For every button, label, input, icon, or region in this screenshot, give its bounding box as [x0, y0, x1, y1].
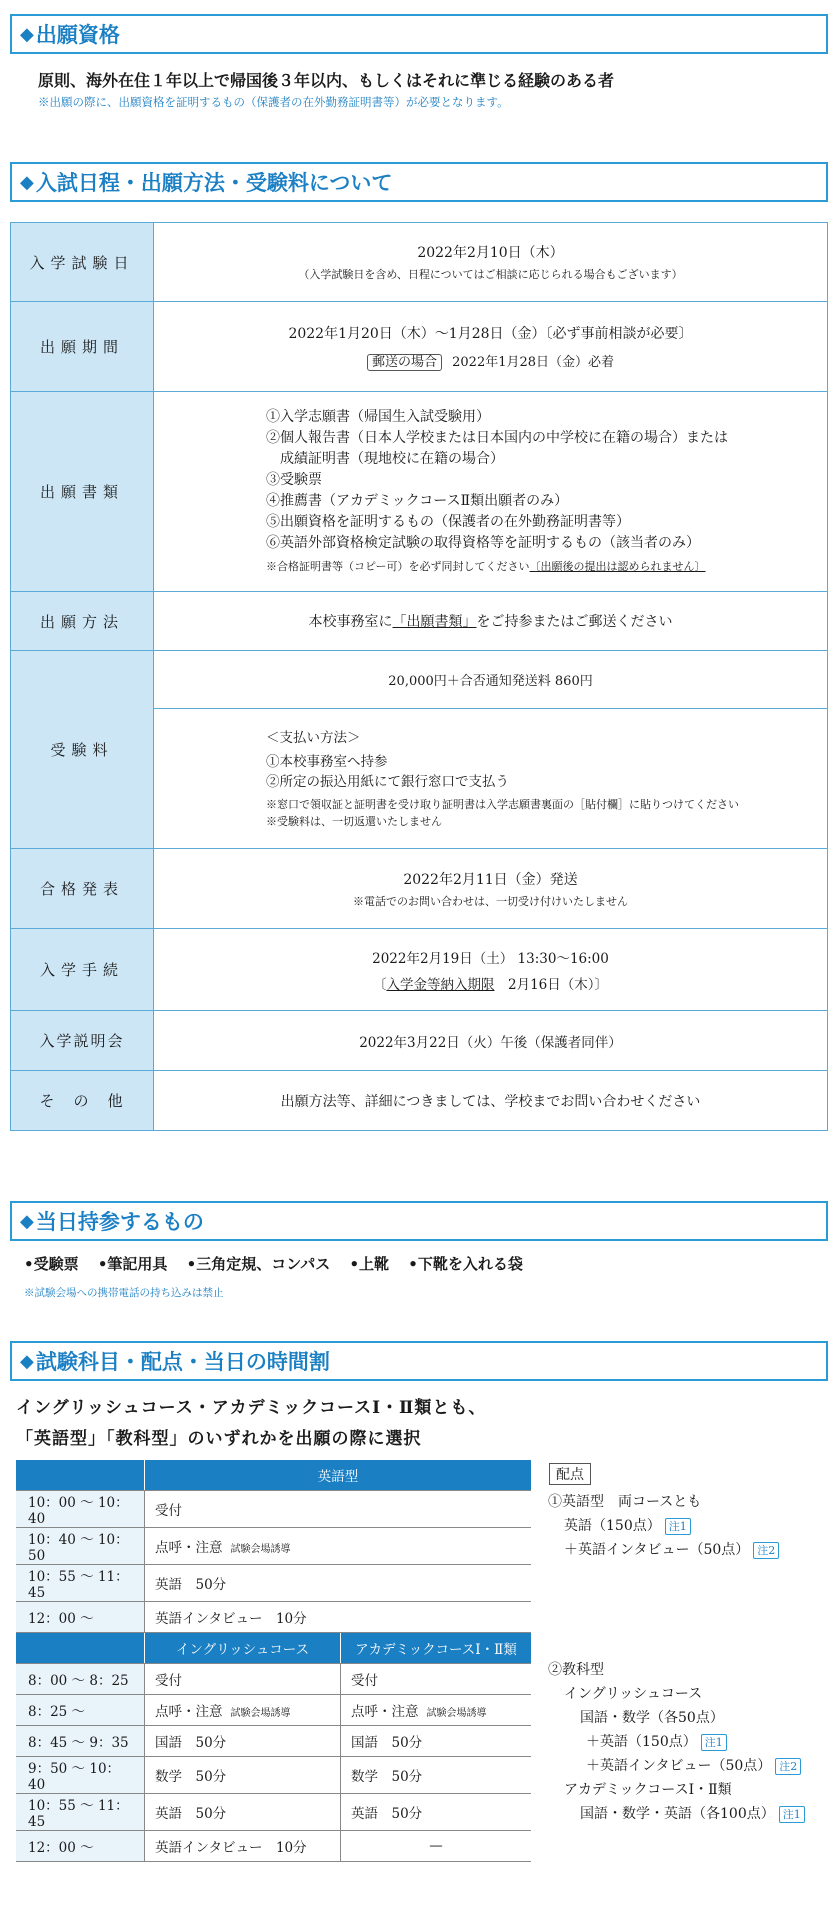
intro-line-1: イングリッシュコース・アカデミックコースⅠ・Ⅱ類とも、 — [16, 1398, 487, 1418]
list-item: ⑤出願資格を証明するもの（保護者の在外勤務証明書等） — [266, 513, 630, 530]
table-row: 10：55 ～ 11：45 英語 50分 — [16, 1565, 531, 1602]
diamond-icon: ◆ — [20, 171, 34, 193]
exam-date-value: 2022年2月10日（木） — [417, 245, 564, 261]
note-2-tag: 注2 — [753, 1542, 779, 1559]
pay-title: ＜支払い方法＞ — [266, 729, 361, 746]
row-fee — [11, 651, 828, 709]
section-title: 出願資格 — [35, 23, 120, 47]
briefing-value: 2022年3月22日（火）午後（保護者同伴） — [154, 1011, 828, 1071]
label-method: 出願方法 — [11, 592, 154, 651]
haiten-title: 配点 — [549, 1463, 591, 1485]
section-header-items — [10, 1201, 828, 1241]
label-procedure: 入学手続 — [11, 929, 154, 1011]
row-documents — [11, 392, 828, 592]
table-row: 8：25 ～ 点呼・注意 試験会場誘導 点呼・注意 試験会場誘導 — [16, 1695, 531, 1726]
list-item: ②個人報告書（日本人学校または日本国内の中学校に在籍の場合）または — [266, 429, 728, 446]
table-row: 8：00 ～ 8：25 受付 受付 — [16, 1664, 531, 1695]
list-item: 成績証明書（現地校に在籍の場合） — [266, 450, 504, 467]
items-list — [24, 1253, 537, 1274]
row-result — [11, 849, 828, 929]
eigo-header: 英語型 — [145, 1460, 532, 1491]
mail-tag: 郵送の場合 — [367, 354, 442, 371]
note-2-tag: 注2 — [775, 1758, 801, 1775]
note-1-tag: 注1 — [665, 1518, 691, 1535]
list-item: •上靴 — [349, 1255, 390, 1273]
subjects-intro — [16, 1393, 486, 1455]
mail-value: 2022年1月28日（金）必着 — [452, 355, 615, 370]
haiten-kyoka: ②教科型 イングリッシュコース 国語・数学（各50点） ＋英語（150点） 注1 ＋英語インタビュー（50点） 注2 アカデミックコースⅠ・Ⅱ類 国語・数学・英語（各100点） 注1 — [548, 1658, 805, 1826]
list-item: ④推薦書（アカデミックコースⅡ類出願者のみ） — [266, 492, 569, 509]
fee-note-1: ※窓口で領収証と証明書を受け取り証明書は入学志願書裏面の［貼付欄］に貼りつけてください — [266, 797, 739, 811]
note-1-tag: 注1 — [701, 1734, 727, 1751]
method-post: をご持参またはご郵送ください — [476, 614, 673, 630]
section-title: 入試日程・出願方法・受験料について — [35, 171, 393, 195]
label-result: 合格発表 — [11, 849, 154, 929]
exam-date-note: （入学試験日を含め、日程についてはご相談に応じられる場合もございます） — [298, 268, 683, 281]
method-pre: 本校事務室に — [308, 614, 393, 630]
row-briefing — [11, 1011, 828, 1071]
list-item: ①入学志願書（帰国生入試受験用） — [266, 408, 490, 425]
table-row: 10：40 ～ 10：50 点呼・注意 試験会場誘導 — [16, 1528, 531, 1565]
deadline-label: 入学金等納入期限 — [386, 976, 495, 993]
pay-item-2: ②所定の振込用紙にて銀行窓口で支払う — [266, 773, 509, 790]
pay-item-1: ①本校事務室へ持参 — [266, 753, 388, 770]
eligibility-text: 原則、海外在住１年以上で帰国後３年以内、もしくはそれに準じる経験のある者 — [38, 71, 615, 90]
diamond-icon: ◆ — [20, 1210, 34, 1232]
other-value: 出願方法等、詳細につきましては、学校までお問い合わせください — [154, 1071, 828, 1131]
label-period: 出願期間 — [11, 302, 154, 392]
method-em: 「出願書類」 — [392, 614, 477, 630]
diamond-icon: ◆ — [20, 1350, 34, 1372]
eligibility-note: ※出願の際に、出願資格を証明するもの（保護者の在外勤務証明書等）が必要となります。 — [38, 95, 509, 109]
documents-list — [266, 407, 728, 577]
fee-note-2: ※受験料は、一切返還いたしません — [266, 814, 442, 828]
section-header-eligibility — [10, 14, 828, 54]
period-value: 2022年1月20日（木）～1月28日（金）〔必ず事前相談が必要〕 — [288, 326, 693, 342]
list-item: •三角定規、コンパス — [186, 1255, 331, 1273]
result-note: ※電話でのお問い合わせは、一切受け付けいたしません — [353, 894, 628, 908]
list-item: ③受験票 — [266, 471, 322, 488]
schedule-table — [10, 222, 828, 1131]
fee-value: 20,000円＋合否通知発送料 860円 — [154, 651, 828, 709]
intro-line-2: 「英語型」「教科型」のいずれかを出願の際に選択 — [16, 1429, 422, 1449]
table-row: 10：55 ～ 11：45 英語 50分 英語 50分 — [16, 1794, 531, 1831]
label-exam-date: 入学試験日 — [11, 223, 154, 302]
section-title: 試験科目・配点・当日の時間割 — [35, 1350, 330, 1374]
diamond-icon: ◆ — [20, 23, 34, 45]
table-row: 9：50 ～ 10：40 数学 50分 数学 50分 — [16, 1757, 531, 1794]
row-other — [11, 1071, 828, 1131]
documents-note-a: ※合格証明書等（コピー可）を必ず同封してください — [266, 559, 530, 573]
list-item: •筆記用具 — [97, 1255, 168, 1273]
row-method — [11, 592, 828, 651]
eigo-timetable — [16, 1460, 531, 1633]
label-other: そ の 他 — [11, 1071, 154, 1131]
kyoka-timetable — [16, 1633, 531, 1862]
table-row: 12：00 ～ 英語インタビュー 10分 — [16, 1602, 531, 1633]
section-header-subjects — [10, 1341, 828, 1381]
list-item: •下靴を入れる袋 — [408, 1255, 523, 1273]
table-row: 8：45 ～ 9：35 国語 50分 国語 50分 — [16, 1726, 531, 1757]
table-row: 10：00 ～ 10：40 受付 — [16, 1491, 531, 1528]
row-procedure: 入学手続 2022年2月19日（土） 13:30～16:00 〔入学金等納入期限 2月16日（木）〕 — [11, 929, 828, 1011]
row-exam-date — [11, 223, 828, 302]
section-title: 当日持参するもの — [35, 1210, 204, 1234]
kyoka-header-english: イングリッシュコース — [145, 1633, 341, 1664]
procedure-value: 2022年2月19日（土） 13:30～16:00 — [372, 950, 609, 967]
kyoka-header-academic: アカデミックコースⅠ・Ⅱ類 — [341, 1633, 532, 1664]
documents-note-b: 〔出願後の提出は認められません〕 — [529, 559, 706, 573]
section-header-schedule — [10, 162, 828, 202]
list-item: •受験票 — [24, 1255, 79, 1273]
row-period — [11, 302, 828, 392]
label-documents: 出願書類 — [11, 392, 154, 592]
note-1-tag: 注1 — [779, 1806, 805, 1823]
deadline-value: 2月16日（木） — [507, 976, 595, 993]
haiten-eigo: ①英語型 両コースとも 英語（150点） 注1 ＋英語インタビュー（50点） 注2 — [548, 1490, 779, 1562]
list-item: ⑥英語外部資格検定試験の取得資格等を証明するもの（該当者のみ） — [266, 534, 700, 551]
table-row: 12：00 ～ 英語インタビュー 10分 — — [16, 1831, 531, 1862]
result-value: 2022年2月11日（金）発送 — [403, 871, 578, 888]
label-briefing: 入学説明会 — [11, 1011, 154, 1071]
label-fee: 受験料 — [11, 651, 154, 849]
items-note: ※試験会場への携帯電話の持ち込みは禁止 — [24, 1287, 224, 1299]
